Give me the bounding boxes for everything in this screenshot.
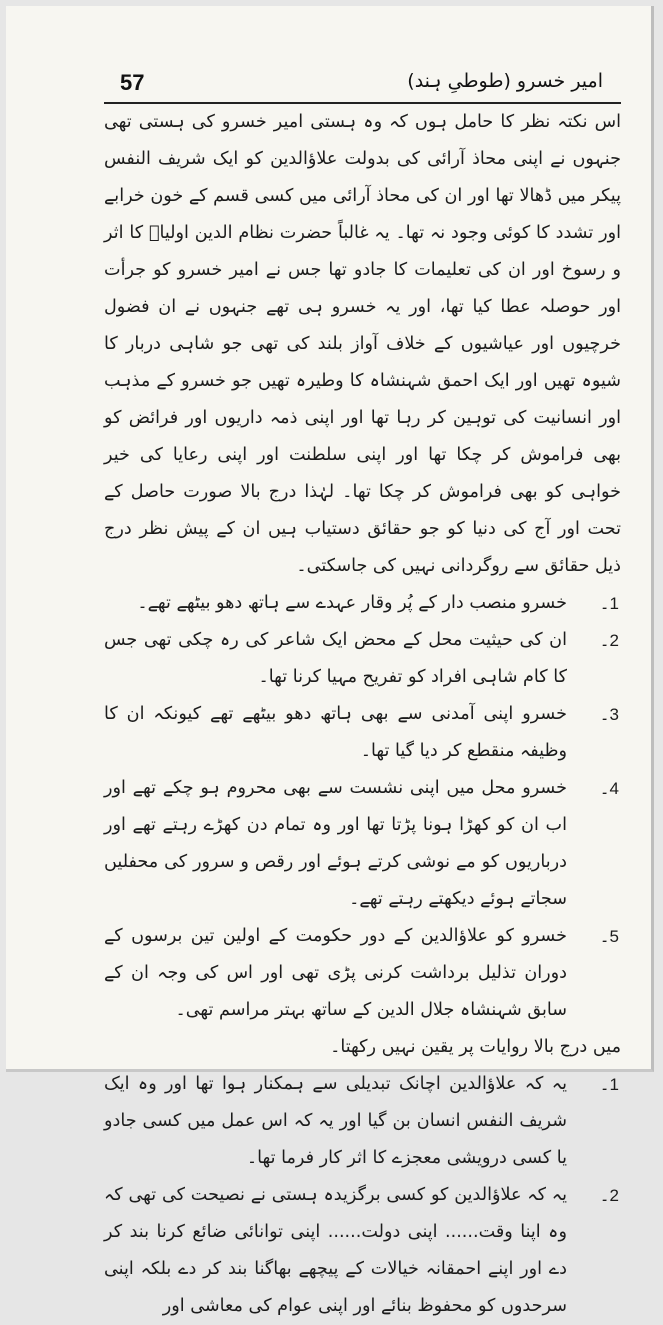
list-item [104, 622, 621, 696]
disbelief-statement: میں درج بالا روایات پر یقین نہیں رکھتا۔ [330, 1037, 621, 1057]
page-number: 57 [120, 70, 145, 95]
list-text: خسرو منصب دار کے پُر وقار عہدے سے ہاتھ دھو بیٹھے تھے۔ [137, 593, 567, 613]
list-text: یہ کہ علاؤالدین کو کسی برگزیدہ ہستی نے نصیحت کی تھی کہ وہ اپنا وقت...... اپنی دولت...... اپنی توانائی ضائع کرنا بند کر دے اور اپنے احمقانہ خیالات کے پیچھے بھاگنا بند کر دے بلکہ اپنی سرحدوں کو محفوظ بنائے اور اپنی عوام کی معاشی اور [104, 1185, 567, 1316]
list-text: خسرو محل میں اپنی نشست سے بھی محروم ہو چکے تھے اور اب ان کو کھڑا ہونا پڑتا تھا اور وہ تمام دن کھڑے رہتے تھے اور درباریوں کو مے نوشی کرتے ہوئے اور رقص و سرور کی محفلیں سجاتے ہوئے دیکھتے رہتے تھے۔ [104, 778, 567, 909]
list-rejected-narratives [104, 1066, 621, 1325]
list-number: 5۔ [599, 927, 619, 946]
list-text: خسرو کو علاؤالدین کے دور حکومت کے اولین تین برسوں کے دوران تذلیل برداشت کرنی پڑی تھی اور اس کی وجہ ان کے سابق شہنشاہ جلال الدین کے ساتھ بہتر مراسم تھی۔ [104, 926, 567, 1020]
list-item [104, 1066, 621, 1177]
list-number: 3۔ [599, 705, 619, 724]
list-item [104, 1177, 621, 1325]
page-header [6, 68, 651, 98]
list-number: 1۔ [599, 594, 619, 613]
list-item [104, 585, 621, 622]
list-text: ان کی حیثیت محل کے محض ایک شاعر کی رہ چکی تھی جس کا کام شاہی افراد کو تفریح مہیا کرنا تھا۔ [104, 630, 567, 687]
list-item [104, 696, 621, 770]
list-consequences [104, 585, 621, 1029]
page-body [104, 104, 621, 1325]
list-text: یہ کہ علاؤالدین اچانک تبدیلی سے ہمکنار ہوا تھا اور وہ ایک شریف النفس انسان بن گیا اور یہ کہ اس عمل میں کسی جادو یا کسی درویشی معجزے کا اثر کار فرما تھا۔ [104, 1074, 567, 1168]
list-number: 4۔ [599, 779, 619, 798]
list-number: 2۔ [599, 631, 619, 650]
list-number: 1۔ [599, 1075, 619, 1094]
list-item [104, 918, 621, 1029]
running-head: امیر خسرو (طوطیِ ہند) [407, 70, 603, 92]
list-text: خسرو اپنی آمدنی سے بھی ہاتھ دھو بیٹھے تھے کیونکہ ان کا وظیفہ منقطع کر دیا گیا تھا۔ [104, 704, 567, 761]
list-number: 2۔ [599, 1186, 619, 1205]
list-item [104, 770, 621, 918]
book-page [6, 6, 654, 1316]
intro-paragraph: اس نکتہ نظر کا حامل ہوں کہ وہ ہستی امیر خسرو کی ہستی تھی جنہوں نے اپنی محاذ آرائی کی بدولت علاؤالدین کو ایک شریف النفس پیکر میں ڈھالا تھا اور ان کی محاذ آرائی میں کسی قسم کے خون خرابے اور تشدد کا کوئی وجود نہ تھا۔ یہ غالباً حضرت نظام الدین اولیاؒ کا اثر و رسوخ اور ان کی تعلیمات کا جادو تھا جس نے امیر خسرو کو جرأت اور حوصلہ عطا کیا تھا، اور یہ خسرو ہی تھے جنہوں نے ان فضول خرچیوں اور عیاشیوں کے خلاف آواز بلند کی تھی جو شاہی دربار کا شیوہ تھیں اور ایک احمق شہنشاہ کا وطیرہ تھیں جو خسرو کے مذہب اور انسانیت کی توہین کر رہا تھا اور اپنی ذمہ داریوں اور فرائض کو بھی فراموش کر چکا تھا اور اپنی سلطنت اور اپنی رعایا کی خیر خواہی کو بھی فراموش کر چکا تھا۔ لہٰذا درج بالا صورت حاصل کے تحت اور آج کی دنیا کو جو حقائق دستیاب ہیں ان کے پیش نظر درج ذیل حقائق سے روگردانی نہیں کی جاسکتی۔ [104, 112, 621, 576]
